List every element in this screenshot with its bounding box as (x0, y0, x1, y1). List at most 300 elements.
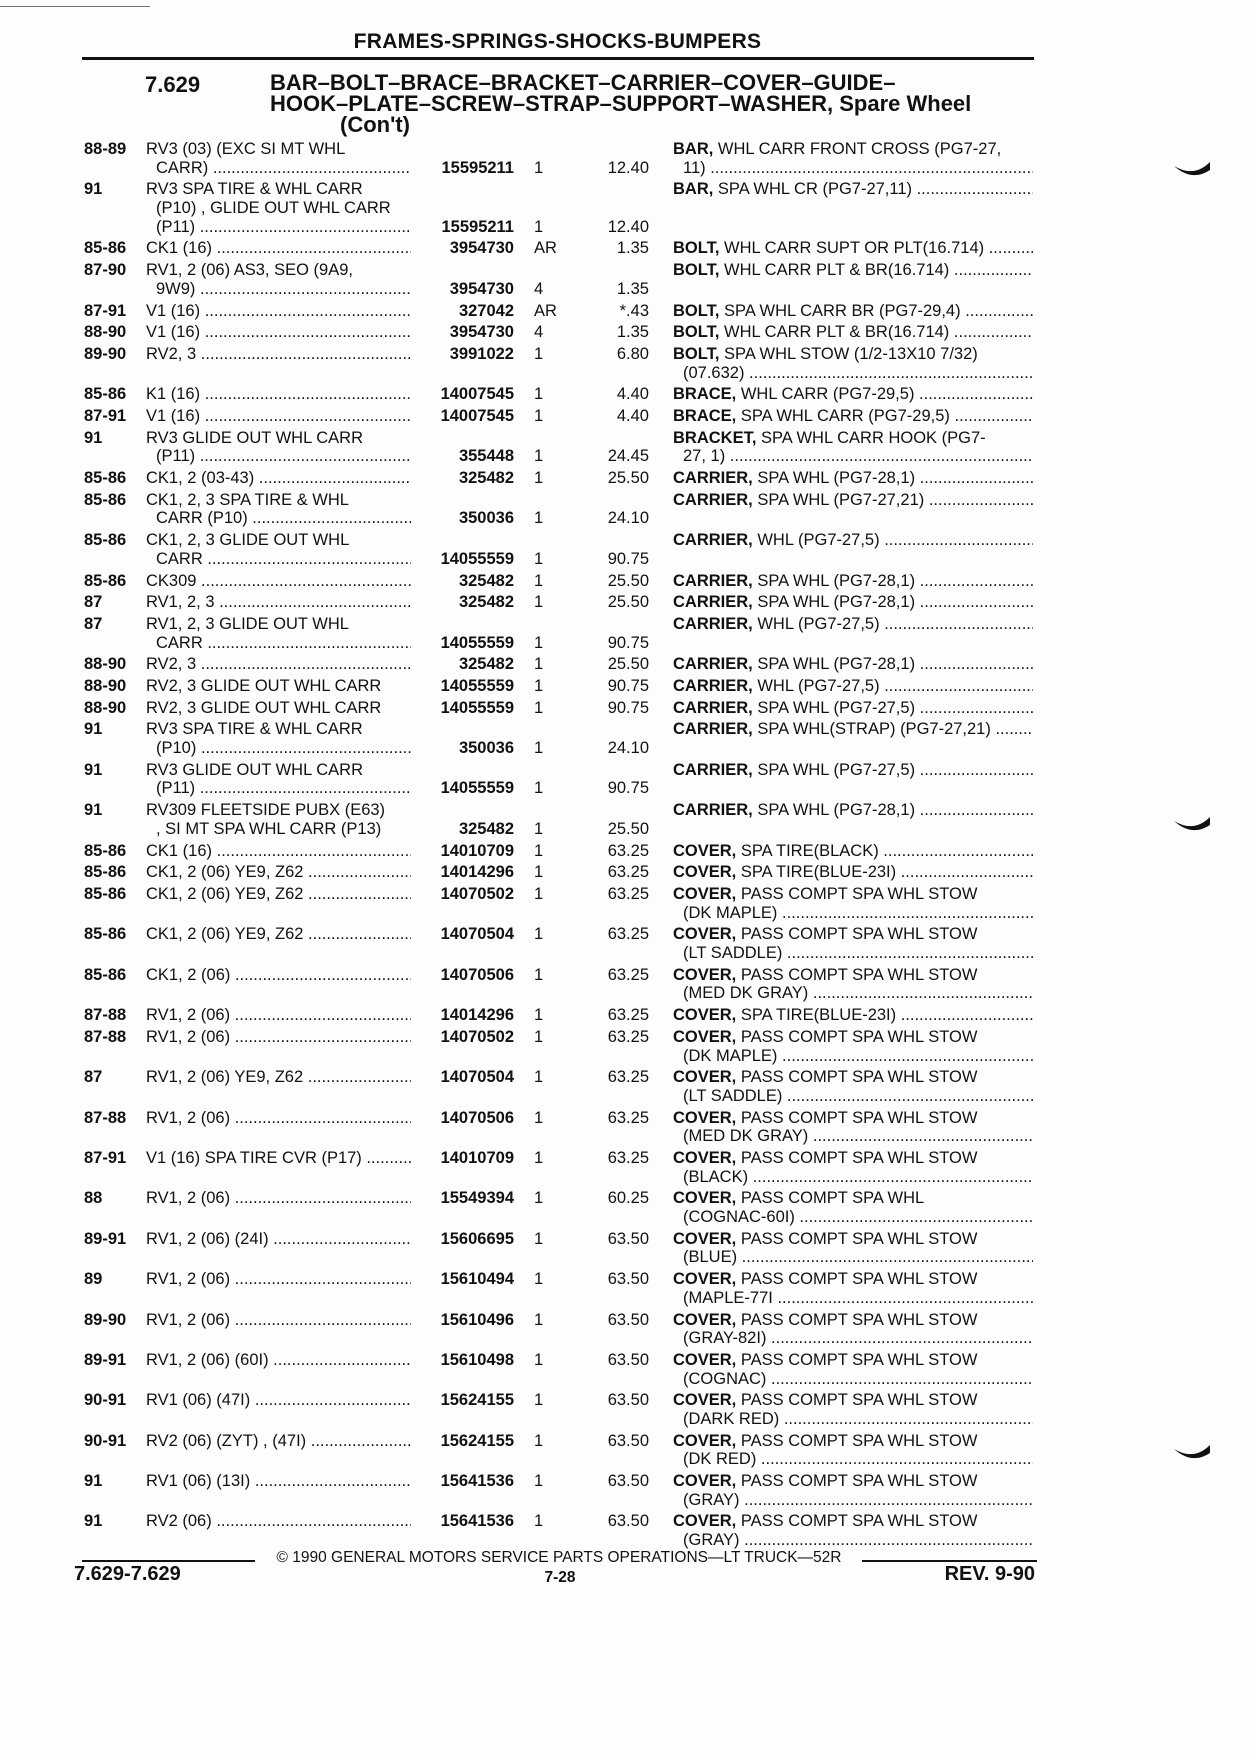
model-years: 87-91 (84, 407, 127, 426)
price: 63.25 (607, 884, 649, 903)
part-description (673, 407, 1033, 426)
description-line: (COGNAC-60I) ..... (673, 1208, 1033, 1227)
part-description (673, 1149, 1033, 1186)
description-line: BAR, WHL CARR FRONT CROSS (PG7-27, (673, 140, 1002, 158)
part-number: 14014296 (440, 863, 514, 882)
table-row (0, 699, 1249, 721)
part-description (673, 429, 1033, 466)
part-description (673, 677, 1033, 696)
quantity: 1 (534, 1310, 544, 1329)
quantity: 1 (534, 1068, 544, 1087)
price: 63.50 (607, 1512, 649, 1531)
part-number: 325482 (458, 819, 514, 838)
part-number: 15595211 (441, 158, 514, 177)
table-row (0, 180, 1249, 239)
description-line: BOLT, WHL CARR PLT & BR(16.714) ..... (673, 261, 1033, 280)
model-line: RV1, 2 (06) YE9, Z62 ..... (146, 1068, 411, 1087)
section-title-line-1: BAR–BOLT–BRACE–BRACKET–CARRIER–COVER–GUIDE– (270, 70, 896, 95)
model-application (146, 429, 411, 466)
part-number: 15624155 (440, 1431, 514, 1450)
model-line: RV1, 2 (06) ..... (146, 1006, 411, 1025)
model-application (146, 1351, 411, 1370)
quantity: 1 (534, 1189, 544, 1208)
model-line: V1 (16) SPA TIRE CVR (P17) ..... (146, 1149, 411, 1168)
model-line: CARR ..... (146, 634, 411, 653)
description-line: BRACE, SPA WHL CARR (PG7-29,5) ..... (673, 407, 1033, 426)
footer-section-range: 7.629-7.629 (74, 1563, 181, 1585)
price: 25.50 (607, 655, 649, 674)
description-line: COVER, PASS COMPT SPA WHL STOW (673, 1148, 978, 1167)
table-row (0, 615, 1249, 655)
part-number: 14010709 (440, 1148, 514, 1167)
model-application (146, 469, 411, 488)
quantity: 1 (534, 158, 544, 177)
model-line: CK309 ..... (146, 572, 411, 591)
description-line: (MED DK GRAY) ..... (673, 1127, 1033, 1146)
model-line: CK1 (16) ..... (146, 842, 411, 861)
table-row (0, 1068, 1249, 1108)
quantity: 1 (534, 819, 544, 838)
model-line: (P11) ..... (146, 447, 411, 466)
part-description (673, 1351, 1033, 1388)
quantity: 1 (534, 1027, 544, 1046)
model-years: 85-86 (84, 884, 127, 903)
model-application (146, 1472, 411, 1491)
price: 63.25 (607, 1068, 649, 1087)
model-application (146, 1028, 411, 1047)
price: 90.75 (607, 549, 649, 568)
table-row (0, 655, 1249, 677)
description-line: (BLACK) ..... (673, 1168, 1033, 1187)
table-row (0, 1351, 1249, 1391)
model-years: 87-88 (84, 1027, 127, 1046)
parts-table (0, 140, 1249, 1553)
price: 63.50 (607, 1391, 649, 1410)
quantity: 1 (534, 1006, 544, 1025)
part-description (673, 761, 1033, 780)
model-years: 91 (84, 428, 103, 447)
model-application (146, 1149, 411, 1168)
model-line: RV2, 3 GLIDE OUT WHL CARR (146, 698, 382, 717)
model-application (146, 385, 411, 404)
description-line: COVER, PASS COMPT SPA WHL STOW (673, 1270, 978, 1289)
quantity: 1 (534, 1108, 544, 1127)
description-line: BOLT, WHL CARR SUPT OR PLT(16.714) ..... (673, 239, 1033, 258)
part-description (673, 885, 1033, 922)
model-line: K1 (16) ..... (146, 385, 411, 404)
description-line: CARRIER, SPA WHL (PG7-28,1) ..... (673, 469, 1033, 488)
quantity: AR (534, 239, 557, 258)
model-line: RV1, 2 (06) ..... (146, 1311, 411, 1330)
part-description (673, 1006, 1033, 1025)
model-application (146, 140, 411, 177)
description-line: COVER, PASS COMPT SPA WHL STOW (673, 1108, 978, 1127)
model-years: 85-86 (84, 863, 127, 882)
table-row (0, 140, 1249, 180)
price: 63.25 (607, 1148, 649, 1167)
table-row (0, 720, 1249, 760)
price: 24.10 (607, 739, 649, 758)
table-row (0, 261, 1249, 301)
model-line: RV3 SPA TIRE & WHL CARR (146, 720, 363, 739)
model-application (146, 720, 411, 757)
model-years: 88-90 (84, 698, 127, 717)
model-application (146, 863, 411, 882)
table-row (0, 1149, 1249, 1189)
description-line: 11) ..... (673, 159, 1033, 178)
table-row (0, 491, 1249, 531)
model-years: 85-86 (84, 239, 127, 258)
model-line: RV1, 2 (06) AS3, SEO (9A9, (146, 261, 353, 280)
model-application (146, 842, 411, 861)
description-line: BRACKET, SPA WHL CARR HOOK (PG7- (673, 428, 986, 447)
description-line: CARRIER, WHL (PG7-27,5) ..... (673, 531, 1033, 550)
model-line: V1 (16) ..... (146, 407, 411, 426)
model-line: CK1, 2 (03-43) ..... (146, 469, 411, 488)
model-application (146, 801, 411, 838)
model-line: RV2 (06) (ZYT) , (47I) ..... (146, 1432, 411, 1451)
table-row (0, 885, 1249, 925)
part-number: 14070506 (440, 965, 514, 984)
part-description (673, 180, 1033, 199)
price: 24.45 (607, 447, 649, 466)
description-line: (GRAY) ..... (673, 1491, 1033, 1510)
part-description (673, 1230, 1033, 1267)
quantity: 1 (534, 407, 544, 426)
model-line: RV1, 2 (06) ..... (146, 1270, 411, 1289)
part-description (673, 491, 1033, 510)
model-years: 87-91 (84, 1148, 127, 1167)
table-row (0, 1230, 1249, 1270)
model-application (146, 699, 411, 718)
model-line: (P10) ..... (146, 739, 411, 758)
model-years: 90-91 (84, 1431, 127, 1450)
section-number: 7.629 (145, 72, 201, 97)
quantity: 1 (534, 469, 544, 488)
description-line: CARRIER, WHL (PG7-27,5) ..... (673, 677, 1033, 696)
description-line: CARRIER, SPA WHL (PG7-28,1) ..... (673, 655, 1033, 674)
description-line: COVER, SPA TIRE(BLUE-23I) ..... (673, 863, 1033, 882)
quantity: 1 (534, 841, 544, 860)
description-line: COVER, PASS COMPT SPA WHL STOW (673, 1310, 978, 1329)
model-line: CK1 (16) ..... (146, 239, 411, 258)
quantity: 1 (534, 698, 544, 717)
model-years: 89-90 (84, 1310, 127, 1329)
description-line: (LT SADDLE) ..... (673, 944, 1033, 963)
description-line: BRACE, WHL CARR (PG7-29,5) ..... (673, 385, 1033, 404)
model-years: 89-91 (84, 1350, 127, 1369)
part-description (673, 239, 1033, 258)
model-line: RV1, 2, 3 ..... (146, 593, 411, 612)
model-application (146, 925, 411, 944)
model-application (146, 1311, 411, 1330)
model-line: RV2, 3 GLIDE OUT WHL CARR (146, 677, 382, 696)
part-number: 15606695 (440, 1229, 514, 1248)
quantity: 1 (534, 1229, 544, 1248)
quantity: 1 (534, 925, 544, 944)
model-years: 87-91 (84, 301, 127, 320)
model-application (146, 261, 411, 298)
description-line: COVER, PASS COMPT SPA WHL STOW (673, 1350, 978, 1369)
model-application (146, 1230, 411, 1249)
model-application (146, 655, 411, 674)
description-line: (GRAY-82I) ..... (673, 1329, 1033, 1348)
price: 63.25 (607, 841, 649, 860)
part-number: 325482 (458, 655, 514, 674)
description-line: COVER, PASS COMPT SPA WHL (673, 1189, 925, 1208)
table-row (0, 385, 1249, 407)
model-line: RV1, 2 (06) ..... (146, 1189, 411, 1208)
model-years: 91 (84, 180, 103, 199)
price: 6.80 (616, 344, 649, 363)
model-line: V1 (16) ..... (146, 323, 411, 342)
model-application (146, 885, 411, 904)
quantity: 1 (534, 655, 544, 674)
model-years: 85-86 (84, 531, 127, 550)
model-line: RV2, 3 ..... (146, 345, 411, 364)
model-line: RV2 (06) ..... (146, 1512, 411, 1531)
part-description (673, 1270, 1033, 1307)
part-description (673, 469, 1033, 488)
model-line: CARR) ..... (146, 159, 411, 178)
description-line: COVER, PASS COMPT SPA WHL STOW (673, 925, 978, 944)
part-number: 15595211 (441, 217, 514, 236)
part-number: 3954730 (449, 239, 514, 258)
quantity: 1 (534, 1391, 544, 1410)
description-line: COVER, PASS COMPT SPA WHL STOW (673, 884, 978, 903)
table-row (0, 842, 1249, 864)
price: 63.50 (607, 1229, 649, 1248)
part-number: 14070504 (440, 925, 514, 944)
binder-tab-mark (1172, 160, 1212, 182)
quantity: 1 (534, 344, 544, 363)
part-number: 15624155 (440, 1391, 514, 1410)
table-row (0, 1432, 1249, 1472)
model-application (146, 323, 411, 342)
model-application (146, 407, 411, 426)
model-line: 9W9) ..... (146, 280, 411, 299)
model-line: RV2, 3 ..... (146, 655, 411, 674)
model-line: CK1, 2 (06) YE9, Z62 ..... (146, 863, 411, 882)
price: 90.75 (607, 677, 649, 696)
part-number: 14070502 (440, 1027, 514, 1046)
model-years: 91 (84, 1512, 103, 1531)
description-line: (DK RED) ..... (673, 1450, 1033, 1469)
model-years: 88-90 (84, 655, 127, 674)
part-description (673, 593, 1033, 612)
model-application (146, 1270, 411, 1289)
model-line: CK1, 2 (06) YE9, Z62 ..... (146, 885, 411, 904)
description-line: COVER, PASS COMPT SPA WHL STOW (673, 1391, 978, 1410)
price: 12.40 (607, 217, 649, 236)
model-application (146, 345, 411, 364)
part-description (673, 572, 1033, 591)
part-number: 15549394 (440, 1189, 514, 1208)
part-number: 15641536 (440, 1472, 514, 1491)
model-line: RV1, 2 (06) (24I) ..... (146, 1230, 411, 1249)
price: 90.75 (607, 779, 649, 798)
part-number: 14007545 (440, 385, 514, 404)
description-line: COVER, SPA TIRE(BLACK) ..... (673, 842, 1033, 861)
quantity: 1 (534, 1270, 544, 1289)
part-description (673, 1432, 1033, 1469)
table-row (0, 1189, 1249, 1229)
table-row (0, 863, 1249, 885)
model-years: 90-91 (84, 1391, 127, 1410)
price: 1.35 (616, 279, 649, 298)
description-line: CARRIER, SPA WHL (PG7-27,5) ..... (673, 699, 1033, 718)
description-line: BOLT, SPA WHL CARR BR (PG7-29,4) ..... (673, 302, 1033, 321)
part-number: 14014296 (440, 1006, 514, 1025)
model-application (146, 1512, 411, 1531)
description-line: CARRIER, SPA WHL (PG7-28,1) ..... (673, 801, 1033, 820)
table-row (0, 1006, 1249, 1028)
description-line: CARRIER, SPA WHL (PG7-27,5) ..... (673, 761, 1033, 780)
part-number: 15610496 (440, 1310, 514, 1329)
model-application (146, 761, 411, 798)
model-years: 89 (84, 1270, 103, 1289)
price: 25.50 (607, 571, 649, 590)
price: 63.25 (607, 925, 649, 944)
model-years: 87-88 (84, 1108, 127, 1127)
description-line: (DK MAPLE) ..... (673, 1047, 1033, 1066)
quantity: 1 (534, 1512, 544, 1531)
table-row (0, 925, 1249, 965)
table-row (0, 677, 1249, 699)
quantity: 1 (534, 884, 544, 903)
table-row (0, 469, 1249, 491)
part-number: 355448 (458, 447, 514, 466)
price: 1.35 (616, 323, 649, 342)
price: 63.50 (607, 1350, 649, 1369)
section-title-line-3: (Con't) (340, 112, 410, 137)
model-line: RV3 (03) (EXC SI MT WHL (146, 140, 346, 158)
part-description (673, 1472, 1033, 1509)
quantity: 1 (534, 385, 544, 404)
description-line: (GRAY) ..... (673, 1531, 1033, 1550)
table-row (0, 1512, 1249, 1552)
table-row (0, 1472, 1249, 1512)
quantity: 1 (534, 593, 544, 612)
price: 63.50 (607, 1270, 649, 1289)
model-years: 85-86 (84, 925, 127, 944)
model-application (146, 1189, 411, 1208)
model-line: (P11) ..... (146, 218, 411, 237)
model-years: 88-90 (84, 677, 127, 696)
binder-tab-mark (1172, 815, 1212, 837)
model-application (146, 572, 411, 591)
model-line: RV3 GLIDE OUT WHL CARR (146, 428, 363, 447)
model-years: 89-91 (84, 1229, 127, 1248)
price: 90.75 (607, 698, 649, 717)
table-row (0, 407, 1249, 429)
table-row (0, 429, 1249, 469)
model-years: 91 (84, 801, 103, 820)
table-row (0, 1270, 1249, 1310)
table-row (0, 966, 1249, 1006)
model-line: RV309 FLEETSIDE PUBX (E63) (146, 801, 386, 820)
model-years: 87 (84, 1068, 103, 1087)
part-description (673, 863, 1033, 882)
price: 63.50 (607, 1310, 649, 1329)
price: 63.25 (607, 965, 649, 984)
price: 25.50 (607, 593, 649, 612)
table-row (0, 323, 1249, 345)
model-years: 87 (84, 614, 103, 633)
part-description (673, 699, 1033, 718)
quantity: 1 (534, 863, 544, 882)
part-description (673, 842, 1033, 861)
description-line: COVER, PASS COMPT SPA WHL STOW (673, 1027, 978, 1046)
model-application (146, 491, 411, 528)
price: 25.50 (607, 819, 649, 838)
model-application (146, 1109, 411, 1128)
model-line: , SI MT SPA WHL CARR (P13) (156, 819, 382, 838)
part-number: 325482 (458, 571, 514, 590)
part-description (673, 261, 1033, 280)
model-application (146, 1432, 411, 1451)
model-application (146, 302, 411, 321)
scan-edge-line (0, 6, 150, 7)
part-number: 3954730 (449, 279, 514, 298)
part-description (673, 966, 1033, 1003)
part-description (673, 1311, 1033, 1348)
description-line: 27, 1) ..... (673, 447, 1033, 466)
model-years: 85-86 (84, 385, 127, 404)
part-number: 14055559 (440, 779, 514, 798)
part-description (673, 345, 1033, 382)
quantity: 1 (534, 779, 544, 798)
description-line: COVER, PASS COMPT SPA WHL STOW (673, 1229, 978, 1248)
page-number: 7-28 (544, 1569, 576, 1586)
quantity: 1 (534, 447, 544, 466)
table-row (0, 531, 1249, 571)
quantity: 1 (534, 571, 544, 590)
part-description (673, 720, 1033, 739)
part-description (673, 1391, 1033, 1428)
price: 12.40 (607, 158, 649, 177)
model-application (146, 180, 411, 236)
part-description (673, 1189, 1033, 1226)
model-years: 85-86 (84, 571, 127, 590)
price: 4.40 (616, 385, 649, 404)
model-years: 85-86 (84, 965, 127, 984)
model-line: RV3 SPA TIRE & WHL CARR (146, 180, 363, 199)
price: 25.50 (607, 469, 649, 488)
description-line: BOLT, SPA WHL STOW (1/2-13X10 7/32) (673, 344, 978, 363)
model-application (146, 1068, 411, 1087)
price: 4.40 (616, 407, 649, 426)
part-number: 14055559 (440, 677, 514, 696)
description-line: COVER, PASS COMPT SPA WHL STOW (673, 965, 978, 984)
price: 24.10 (607, 509, 649, 528)
part-number: 14055559 (440, 633, 514, 652)
model-application (146, 615, 411, 652)
quantity: 4 (534, 279, 544, 298)
price: 63.50 (607, 1431, 649, 1450)
model-line: CARR ..... (146, 550, 411, 569)
model-years: 87-90 (84, 261, 127, 280)
model-application (146, 239, 411, 258)
copyright-notice: © 1990 GENERAL MOTORS SERVICE PARTS OPERATIONS—LT TRUCK—52R (276, 1549, 842, 1566)
description-line: CARRIER, SPA WHL (PG7-28,1) ..... (673, 572, 1033, 591)
description-line: BAR, SPA WHL CR (PG7-27,11) ..... (673, 180, 1033, 199)
model-line: RV3 GLIDE OUT WHL CARR (146, 760, 363, 779)
part-number: 14070504 (440, 1068, 514, 1087)
description-line: (DK MAPLE) ..... (673, 904, 1033, 923)
price: *.43 (619, 301, 649, 320)
part-description (673, 531, 1033, 550)
